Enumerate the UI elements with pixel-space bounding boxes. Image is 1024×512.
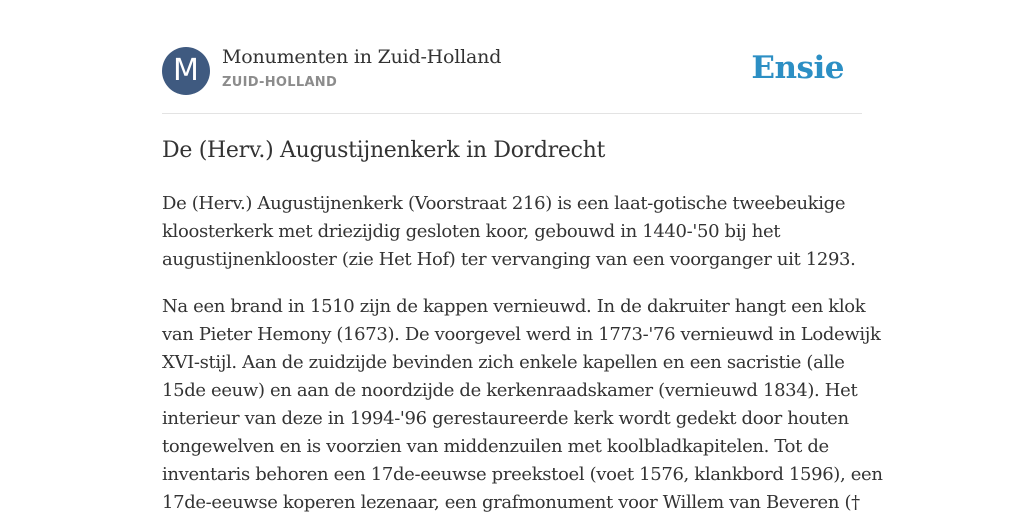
paragraph-2 [162,293,883,512]
paragraph-line: augustijnenklooster (zie Het Hof) ter vervanging van een voorganger uit 1293. [162,249,856,270]
source-subtitle: ZUID-HOLLAND [222,75,338,90]
paragraph-line: De (Herv.) Augustijnenkerk (Voorstraat 216) is een laat-gotische tweebeukige [162,193,846,214]
brand-logo[interactable]: Ensie [751,50,844,86]
paragraph-line: tongewelven en is voorzien van middenzuilen met koolbladkapitelen. Tot de [162,436,829,457]
paragraph-line: van Pieter Hemony (1673). De voorgevel werd in 1773-'76 vernieuwd in Lodewijk [162,324,881,345]
article-title: De (Herv.) Augustijnenkerk in Dordrecht [162,138,606,163]
article-body [162,190,883,512]
paragraph-line: Na een brand in 1510 zijn de kappen vernieuwd. In de dakruiter hangt een klok [162,296,866,317]
paragraph-line: XVI-stijl. Aan de zuidzijde bevinden zich enkele kapellen en een sacristie (alle [162,352,845,373]
source-header [162,46,862,96]
paragraph-line: kloosterkerk met driezijdig gesloten koor, gebouwd in 1440-'50 bij het [162,221,781,242]
avatar[interactable]: M [162,47,210,95]
paragraph-line: inventaris behoren een 17de-eeuwse preekstoel (voet 1576, klankbord 1596), een [162,464,883,485]
paragraph-line: interieur van deze in 1994-'96 gerestaureerde kerk wordt gedekt door houten [162,408,849,429]
source-title-link[interactable]: Monumenten in Zuid-Holland [222,46,502,68]
paragraph-line: 17de-eeuwse koperen lezenaar, een grafmonument voor Willem van Beveren († [162,492,860,512]
paragraph-1 [162,190,862,274]
header-divider [162,113,862,114]
paragraph-line: 15de eeuw) en aan de noordzijde de kerkenraadskamer (vernieuwd 1834). Het [162,380,858,401]
